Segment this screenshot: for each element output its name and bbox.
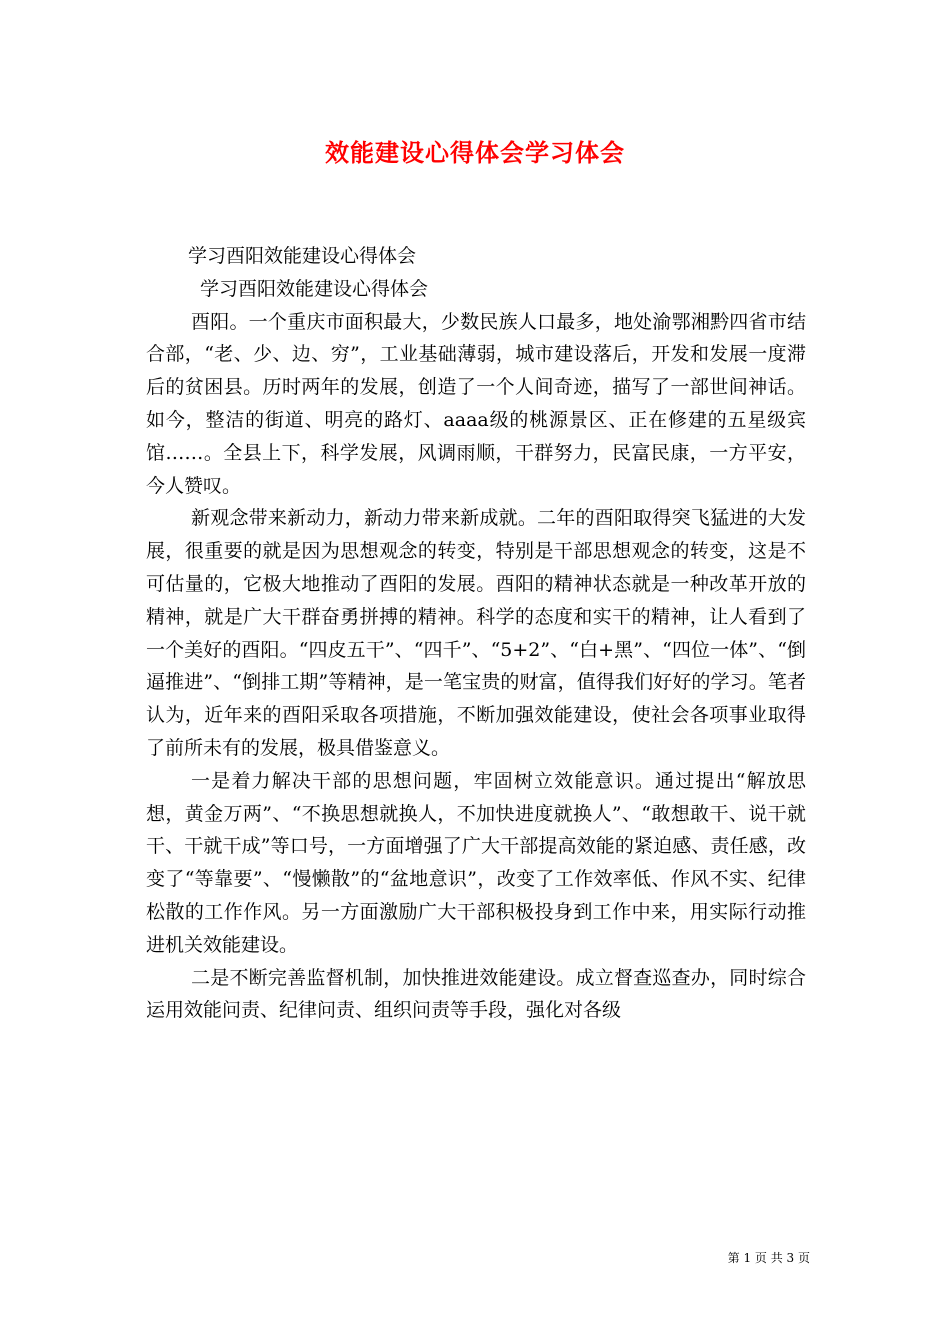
document-title: 效能建设心得体会学习体会 [325, 138, 625, 167]
page-number-footer: 第 1 页 共 3 页 [727, 1251, 810, 1265]
document-subtitle-1: 学习酉阳效能建设心得体会 [188, 245, 417, 267]
paragraph-2: 新观念带来新动力，新动力带来新成就。二年的酉阳取得突飞猛进的大发展，很重要的就是因为思想观念的转变，特别是干部思想观念的转变，这是不可估量的，它极大地推动了酉阳的发展。酉阳的精神状态就是一种改革开放的精神，就是广大干群奋勇拼搏的精神。科学的态度和实干的精神，让人看到了一个美好的酉阳。“四皮五干”、“四千”、“5+2”、“白+黑”、“四位一体”、“倒逼推进”、“倒排工期”等精神，是一笔宝贵的财富，值得我们好好的学习。笔者认为，近年来的酉阳采取各项措施，不断加强效能建设，使社会各项事业取得了前所未有的发展，极具借鉴意义。 [146, 507, 806, 759]
document-body [146, 240, 806, 1027]
paragraph-4: 二是不断完善监督机制，加快推进效能建设。成立督查巡查办，同时综合运用效能问责、纪律问责、组织问责等手段，强化对各级 [146, 966, 806, 1022]
paragraph-1: 酉阳。一个重庆市面积最大，少数民族人口最多，地处渝鄂湘黔四省市结合部，“老、少、边、穷”，工业基础薄弱，城市建设落后，开发和发展一度滞后的贫困县。历时两年的发展，创造了一个人间奇迹，描写了一部世间神话。如今，整洁的街道、明亮的路灯、aaaa级的桃源景区、正在修建的五星级宾馆……。全县上下，科学发展，风调雨顺，干群努力，民富民康，一方平安，今人赞叹。 [146, 310, 806, 497]
document-subtitle-2: 学习酉阳效能建设心得体会 [200, 277, 429, 300]
paragraph-3: 一是着力解决干部的思想问题，牢固树立效能意识。通过提出“解放思想，黄金万两”、“不换思想就换人，不加快进度就换人”、“敢想敢干、说干就干、干就干成”等口号，一方面增强了广大干部提高效能的紧迫感、责任感，改变了“等靠要”、“慢懒散”的“盆地意识”，改变了工作效率低、作风不实、纪律松散的工作作风。另一方面激励广大干部积极投身到工作中来，用实际行动推进机关效能建设。 [146, 769, 806, 956]
